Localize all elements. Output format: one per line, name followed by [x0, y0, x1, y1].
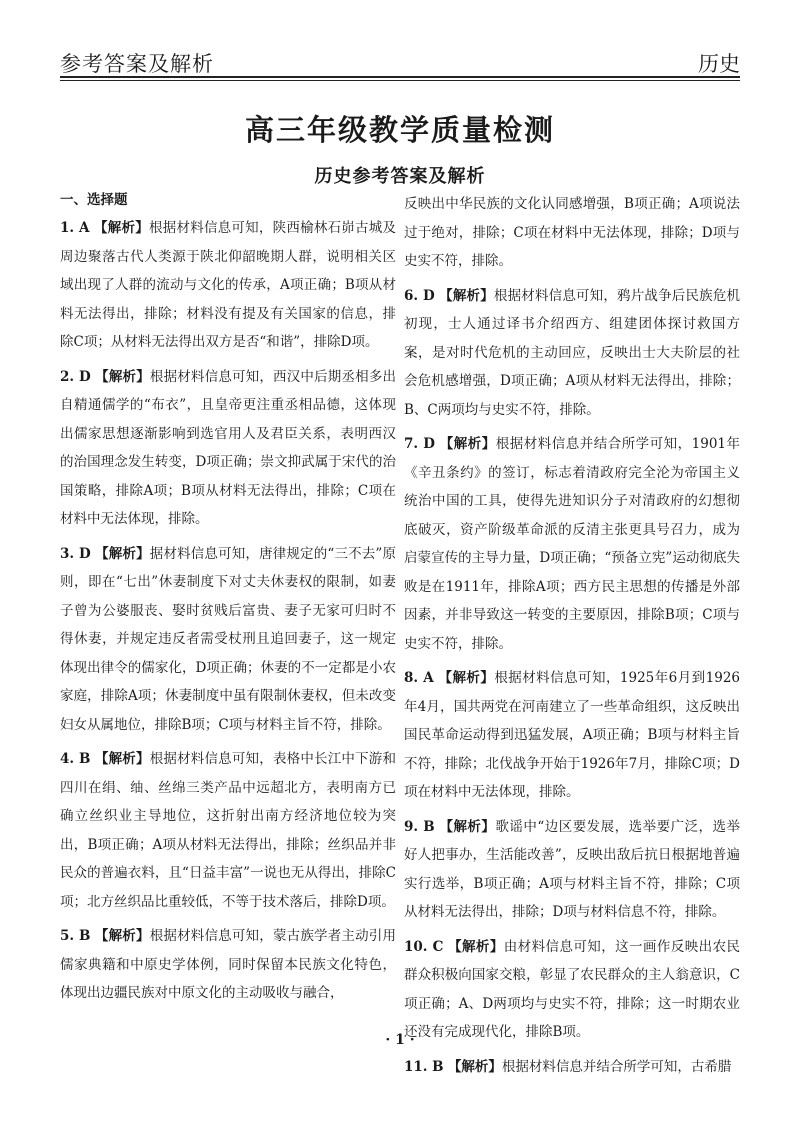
- analysis-text: 根据材料信息可知，1925年6月到1926年4月，国共两党在河南建立了一些革命组织，这反映出国民革命运动得到迅猛发展，A项正确；B项与材料主旨不符，排除；北伐战争开始于1926年7月，排除C项；D项在材料中无法体现，排除。: [404, 670, 740, 800]
- analysis-text: 根据材料信息并结合所学可知，1901年《辛丑条约》的签订，标志着清政府完全沦为帝国主义统治中国的工具，使得先进知识分子对清政府的幻想彻底破灭，资产阶级革命派的反清主张更具号召力，成为启蒙宣传的主导力量，D项正确；“预备立宪”运动彻底失败是在1911年，排除A项；西方民主思想的传播是外部因素，并非导致这一转变的主要原因，排除B项；C项与史实不符，排除。: [404, 436, 740, 652]
- analysis-tag: 【解析】: [448, 938, 504, 955]
- analysis-tag: 【解析】: [95, 545, 150, 562]
- analysis-tag: 【解析】: [439, 818, 496, 835]
- answer-item-8: [404, 664, 740, 807]
- analysis-tag: 【解析】: [439, 287, 494, 304]
- answer-number: 2. D: [60, 368, 91, 385]
- answer-item-11: [404, 1053, 740, 1082]
- page-header: [60, 46, 740, 80]
- right-column: [404, 190, 740, 1087]
- answer-number: 1. A: [60, 220, 90, 236]
- analysis-text: 据材料信息可知，唐律规定的“三不去”原则，即在“七出”休妻制度下对丈夫休妻权的限制，如妻子曾为公婆服丧、娶时贫贱后富贵、妻子无家可归时不得休妻，并规定违反者需受杖刑且追回妻子，这一规定体现出律令的儒家化，D项正确；休妻的不一定都是小农家庭，排除A项；休妻制度中虽有限制休妻权，但未改变妇女从属地位，排除B项；C项与材料主旨不符，排除。: [60, 545, 396, 733]
- answer-item-6: [404, 282, 740, 425]
- analysis-text: 根据材料信息可知，陕西榆林石峁古城及周边聚落古代人类源于陕北仰韶晚期人群，说明相关区域出现了人群的流动与文化的传承，A项正确；B项从材料无法得出，排除；材料没有提及有关国家的信息，排除C项；从材料无法得出双方是否“和谐”，排除D项。: [60, 220, 397, 350]
- section-heading: 一、选择题: [60, 192, 128, 208]
- answer-number: 3. D: [60, 545, 91, 562]
- analysis-text: 歌谣中“边区要发展，选举要广泛，选举好人把事办，生活能改善”，反映出敌后抗日根据地普遍实行选举，B项正确；A项与材料主旨不符，排除；C项从材料无法得出，排除；D项与材料信息不符，排除。: [404, 818, 740, 920]
- analysis-tag: 【解析】: [438, 670, 495, 686]
- answer-item-9: [404, 813, 740, 927]
- answer-number: 7. D: [404, 436, 435, 452]
- document-title: 高三年级教学质量检测: [244, 113, 555, 147]
- analysis-text: 根据材料信息可知，蒙古族学者主动引用儒家典籍和中原史学体例，同时保留本民族文化特色，体现出边疆民族对中原文化的主动吸收与融合，: [60, 928, 397, 1001]
- header-left-text: 参考答案及解析: [60, 52, 214, 76]
- answer-item-5-continuation: 反映出中华民族的文化认同感增强，B项正确；A项说法过于绝对，排除；C项在材料中无法体现，排除；D项与史实不符，排除。: [404, 196, 740, 269]
- analysis-tag: 【解析】: [94, 751, 150, 767]
- header-rule-thin: [60, 80, 740, 81]
- left-column: [60, 190, 396, 1014]
- analysis-text: 根据材料信息可知，西汉中后期丞相多出自精通儒学的“布衣”，且皇帝更注重丞相品德，这体现出儒家思想逐渐影响到选官用人及君臣关系，表明西汉的治国理念发生转变，D项正确；崇文抑武属于宋代的治国策略，排除A项；B项从材料无法得出，排除；C项在材料中无法体现，排除。: [60, 368, 397, 527]
- answer-item-2: [60, 363, 396, 534]
- answer-item-7: [404, 430, 740, 658]
- answer-number: 9. B: [404, 818, 435, 835]
- analysis-tag: 【解析】: [95, 368, 150, 385]
- page-number: · 1 ·: [385, 1032, 415, 1048]
- analysis-text: 根据材料信息并结合所学可知，古希腊: [501, 1058, 732, 1075]
- answer-number: 6. D: [404, 287, 435, 304]
- answer-number: 11. B: [404, 1058, 444, 1075]
- header-rule-thick: [60, 76, 740, 78]
- analysis-text: 根据材料信息可知，表格中长江中下游和四川在绢、䌷、丝绵三类产品中远超北方，表明南方已确立丝织业主导地位，这折射出南方经济地位较为突出，B项正确；A项从材料无法得出，排除；丝织品并非民众的普遍衣料，且“日益丰富”一说也无从得出，排除C项；北方丝织品比重较低，不等于技术落后，排除D项。: [60, 751, 397, 910]
- analysis-text: 根据材料信息可知，鸦片战争后民族危机初现，士人通过译书介绍西方、组建团体探讨救国方案，是对时代危机的主动回应，反映出士大夫阶层的社会危机感增强，D项正确；A项从材料无法得出，排除；B、C两项均与史实不符，排除。: [404, 287, 741, 418]
- answer-item-4: [60, 745, 396, 916]
- answer-item-5: [60, 922, 396, 1008]
- answer-item-3: [60, 540, 396, 740]
- answer-number: 5. B: [60, 928, 91, 944]
- answer-number: 10. C: [404, 938, 444, 955]
- header-subject: 历史: [698, 52, 740, 76]
- analysis-tag: 【解析】: [94, 220, 149, 236]
- analysis-tag: 【解析】: [439, 436, 496, 452]
- analysis-tag: 【解析】: [447, 1058, 502, 1075]
- answer-item-1: [60, 214, 396, 357]
- answer-number: 4. B: [60, 751, 91, 767]
- document-subtitle: 历史参考答案及解析: [314, 166, 486, 187]
- analysis-text: 由材料信息可知，这一画作反映出农民群众积极向国家交粮，彰显了农民群众的主人翁意识，C项正确；A、D两项均与史实不符，排除；这一时期农业还没有完成现代化，排除B项。: [404, 938, 741, 1040]
- answer-number: 8. A: [404, 670, 434, 686]
- analysis-tag: 【解析】: [94, 928, 150, 944]
- answer-item-10: [404, 933, 740, 1047]
